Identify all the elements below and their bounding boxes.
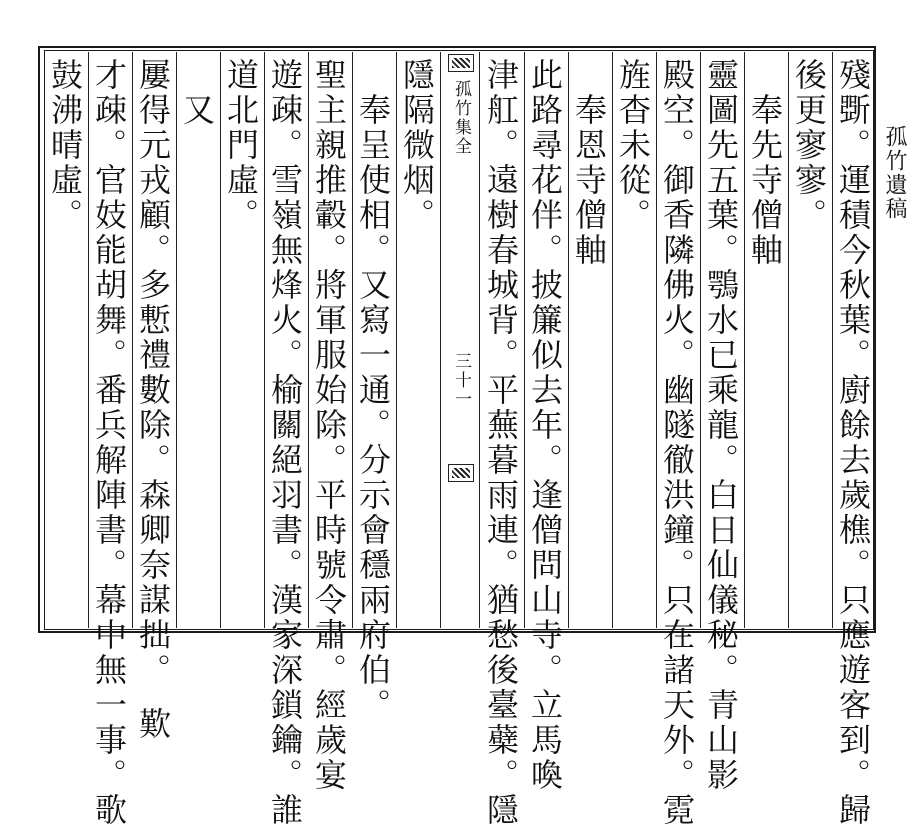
- column-rule: [524, 52, 525, 628]
- text-column: 津舡。遠樹春城背。平蕪暮雨連。猶愁後臺蘗。隱: [482, 58, 520, 828]
- column-rule: [264, 52, 265, 628]
- column-rule: [744, 52, 745, 628]
- page-number: 三十一: [451, 352, 471, 409]
- column-rule: [352, 52, 353, 628]
- text-column: 靈圖先五葉。鶚水已乘龍。白日仙儀秘。青山影: [702, 58, 740, 793]
- fish-tail-ornament-bottom: [448, 464, 474, 482]
- text-column: 此路尋花伴。披簾似去年。逢僧問山寺。立馬喚: [526, 58, 564, 793]
- column-rule: [568, 52, 569, 628]
- column-rule: [612, 52, 613, 628]
- center-label: 孤竹集全: [451, 80, 471, 156]
- text-column: 道北門虛。: [222, 58, 260, 233]
- text-column: 奉先寺僧軸: [746, 58, 784, 268]
- text-column: 聖主親推轂。將軍服始除。平時號令肅。經歲宴: [310, 58, 348, 793]
- column-rule: [788, 52, 789, 628]
- column-rule: [832, 52, 833, 628]
- column-rule: [308, 52, 309, 628]
- text-column: 旌杳未從。: [614, 58, 652, 233]
- text-column: 又: [178, 58, 216, 128]
- column-rule: [176, 52, 177, 628]
- column-rule: [132, 52, 133, 628]
- text-column: 奉恩寺僧軸: [570, 58, 608, 268]
- text-column: 殿空。御香隣佛火。幽隧徹洪鐘。只在諸天外。霓: [658, 58, 696, 828]
- text-column: 屢得元戎顧。多慙禮數除。森卿奈謀拙。 歎: [134, 58, 172, 742]
- column-rule: [656, 52, 657, 628]
- text-column: 後更寥寥。: [790, 58, 828, 233]
- column-rule: [220, 52, 221, 628]
- text-column: 遊疎。雪嶺無烽火。榆關絕羽書。漢家深鎖鑰。誰: [266, 58, 304, 828]
- running-title: 孤竹遺稿: [882, 125, 907, 221]
- column-rule: [700, 52, 701, 628]
- text-column: 奉呈使相。又寫一通。分示會穩兩府伯。: [354, 58, 392, 723]
- text-column: 殘斲。運積今秋葉。廚餘去歲樵。只應遊客到。歸: [834, 58, 872, 828]
- column-rule: [396, 52, 397, 628]
- text-column: 才疎。官妓能胡舞。番兵解陣書。幕中無一事。歌: [90, 58, 128, 828]
- column-rule: [88, 52, 89, 628]
- center-fold: [440, 52, 480, 628]
- text-column: 鼓沸晴虛。: [46, 58, 84, 233]
- text-column: 隱隔微烟。: [398, 58, 436, 233]
- fish-tail-ornament-top: [448, 54, 474, 72]
